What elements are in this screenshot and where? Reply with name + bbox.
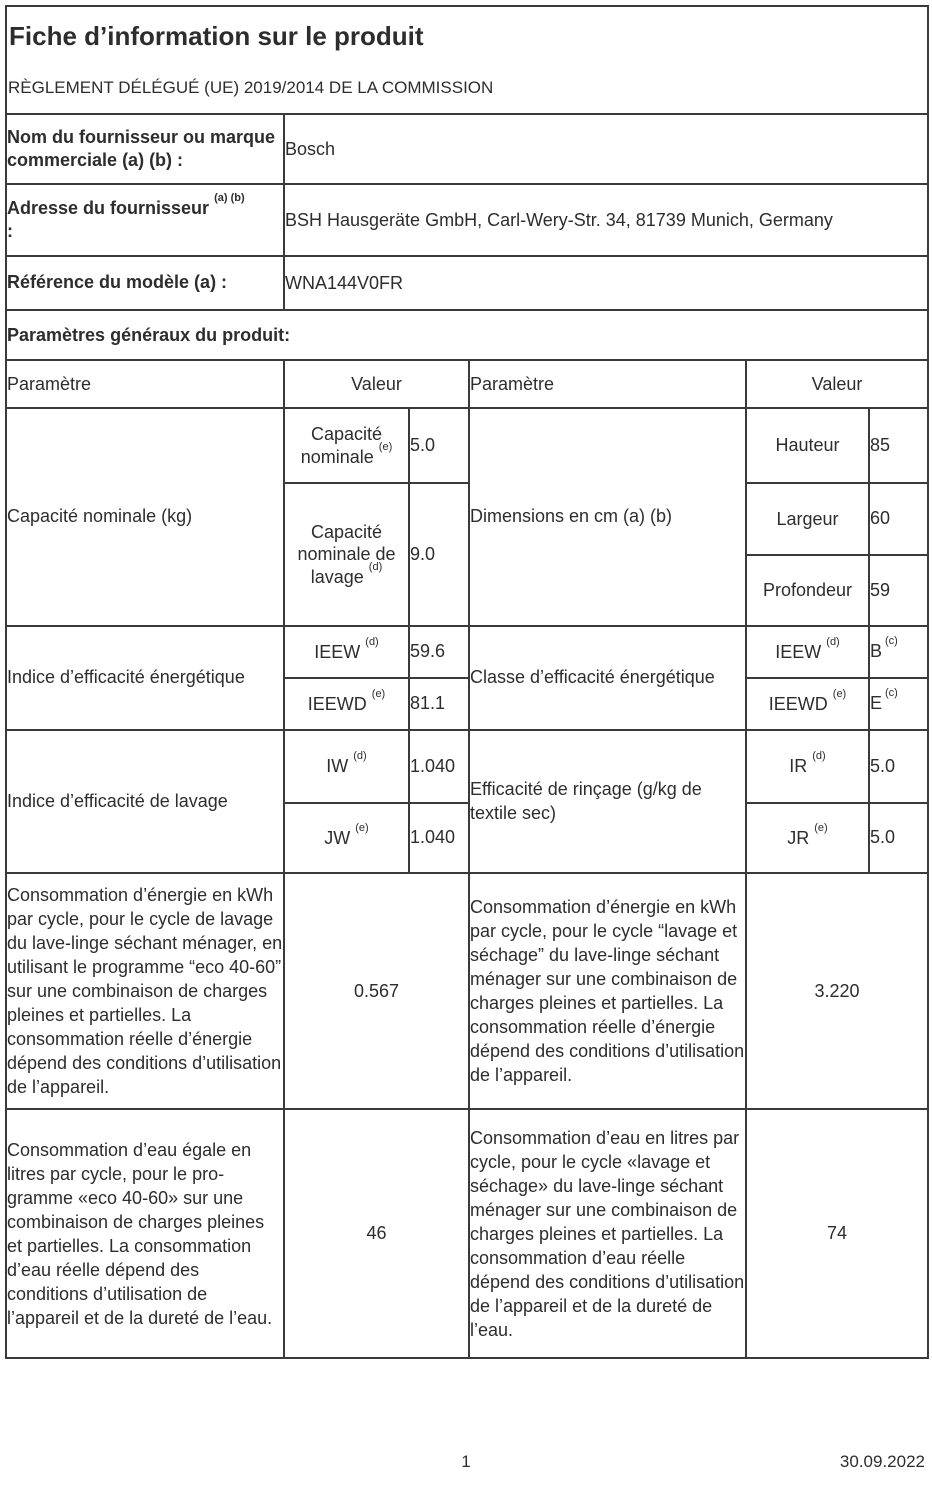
water-wash-value: 46 (284, 1109, 469, 1358)
supplier-address-value: BSH Hausgeräte GmbH, Carl-Wery-Str. 34, 81739 Munich, Germany (284, 184, 928, 256)
table-row (6, 6, 928, 114)
footnote-ref-sup: (e) (355, 821, 369, 834)
table-row (6, 310, 928, 360)
ieew-sublabel (284, 626, 409, 678)
ir-sublabel-text: IR (789, 756, 808, 777)
footer-date: 30.09.2022 (839, 1452, 925, 1471)
regulation-subtitle: RÈGLEMENT DÉLÉGUÉ (UE) 2019/2014 DE LA COMMISSION (8, 77, 494, 97)
wash-index-param-label: Indice d’efficacité de lavage (6, 730, 284, 873)
capacity-wash-sublabel (284, 483, 409, 626)
ieew-class-value-text: B (870, 641, 883, 662)
page-title: Fiche d’information sur le produit (9, 21, 424, 52)
capacity-nominal-value: 5.0 (409, 408, 469, 483)
col-header-param-left: Paramètre (6, 360, 284, 408)
ieewd-sublabel-text: IEEWD (307, 693, 367, 714)
capacity-nominal-sublabel-text: Capacité nominale (300, 424, 383, 467)
product-fiche-sheet (5, 5, 927, 1359)
jr-sublabel (746, 803, 869, 873)
supplier-address-label-colon: : (7, 221, 13, 241)
page-footer (5, 1452, 927, 1476)
water-washdry-value: 74 (746, 1109, 928, 1358)
table-row (6, 730, 928, 803)
supplier-address-label-text: Adresse du fournisseur (7, 197, 210, 218)
ieew-class-sublabel (746, 626, 869, 678)
capacity-param-label: Capacité nominale (kg) (6, 408, 284, 626)
footnote-ref-sup: (e) (814, 821, 828, 834)
capacity-wash-sublabel-text: Capacité nominale de lavage (297, 521, 396, 587)
product-fiche-table (5, 5, 929, 1359)
eei-class-param-label: Classe d’efficacité énergétique (469, 626, 746, 730)
footnote-ref-sup: (c) (885, 687, 898, 700)
jw-sublabel (284, 803, 409, 873)
depth-sublabel: Profondeur (746, 555, 869, 626)
energy-washdry-text: Consommation d’énergie en kWh par cycle, pour le cycle “lavage et séchage” du lave-linge séchant ménager sur une combinaison de charges pleines et partielles. La consommation réelle d’énergie dépend des conditions d’utilisation de l’appareil. (469, 873, 746, 1109)
footnote-ref-sup: (c) (885, 635, 898, 648)
ir-value: 5.0 (869, 730, 928, 803)
ieew-sublabel-text: IEEW (314, 641, 361, 662)
ieewd-class-value (869, 678, 928, 730)
iw-sublabel-text: IW (326, 756, 349, 777)
ieew-class-value (869, 626, 928, 678)
table-row (6, 114, 928, 184)
iw-value: 1.040 (409, 730, 469, 803)
depth-value: 59 (869, 555, 928, 626)
ieew-value: 59.6 (409, 626, 469, 678)
table-row (6, 1109, 928, 1358)
ieewd-class-value-text: E (870, 693, 883, 714)
footnote-ref-sup: (e) (371, 687, 386, 700)
iw-sublabel (284, 730, 409, 803)
width-sublabel: Largeur (746, 483, 869, 555)
table-row (6, 408, 928, 483)
jr-sublabel-text: JR (787, 827, 810, 848)
jr-value: 5.0 (869, 803, 928, 873)
water-wash-text: Consommation d’eau égale en litres par cycle, pour le programme «eco 40-60» sur une combinaison de charges pleines et partielles. La consommation d’eau réelle dépend des conditions d’utilisation de l’appareil et de la dureté de l’eau. (6, 1109, 284, 1358)
ir-sublabel (746, 730, 869, 803)
rinse-param-label: Efficacité de rinçage (g/kg de textile sec) (469, 730, 746, 873)
footnote-ref-sup: (d) (812, 750, 826, 763)
table-row (6, 626, 928, 678)
water-washdry-text: Consommation d’eau en litres par cycle, pour le cycle «lavage et séchage» du lave-linge séchant ménager sur une combinaison de charges pleines et partielles. La consommation d’eau réelle dépend des conditions d’utilisation de l’appareil et de la dureté de l’eau. (469, 1109, 746, 1358)
footnote-ref-sup: (d) (365, 635, 379, 648)
footnote-ref-sup: (a) (b) (214, 191, 245, 204)
jw-sublabel-text: JW (324, 827, 351, 848)
table-row (6, 256, 928, 310)
footer-page-number: 1 (461, 1452, 471, 1471)
supplier-name-value: Bosch (284, 114, 928, 184)
footnote-ref-sup: (e) (378, 440, 393, 453)
col-header-value-left: Valeur (284, 360, 469, 408)
energy-wash-text: Consommation d’énergie en kWh par cycle, pour le cycle de lavage du lave-linge séchant ménager, en utilisant le programme “eco 40-60” sur une combinaison de charges pleines et partielles. La consommation réelle d’énergie dépend des conditions d’utilisation de l’appareil. (6, 873, 284, 1109)
table-row (6, 360, 928, 408)
jw-value: 1.040 (409, 803, 469, 873)
model-reference-label: Référence du modèle (a) : (6, 256, 284, 310)
table-row (6, 184, 928, 256)
dimensions-param-label: Dimensions en cm (a) (b) (469, 408, 746, 626)
footnote-ref-sup: (d) (353, 750, 367, 763)
ieewd-sublabel (284, 678, 409, 730)
supplier-name-label: Nom du fournisseur ou marque commerciale (a) (b) : (6, 114, 284, 184)
ieewd-value: 81.1 (409, 678, 469, 730)
document-header-cell (6, 6, 928, 114)
energy-washdry-value: 3.220 (746, 873, 928, 1109)
col-header-param-right: Paramètre (469, 360, 746, 408)
energy-wash-value: 0.567 (284, 873, 469, 1109)
height-sublabel: Hauteur (746, 408, 869, 483)
eei-param-label: Indice d’efficacité énergétique (6, 626, 284, 730)
footnote-ref-sup: (d) (368, 560, 383, 573)
ieew-class-sublabel-text: IEEW (775, 641, 822, 662)
table-row (6, 873, 928, 1109)
capacity-nominal-sublabel (284, 408, 409, 483)
footnote-ref-sup: (e) (832, 687, 847, 700)
footnote-ref-sup: (d) (826, 635, 840, 648)
general-params-section-title: Paramètres généraux du produit: (6, 310, 928, 360)
model-reference-value: WNA144V0FR (284, 256, 928, 310)
ieewd-class-sublabel (746, 678, 869, 730)
height-value: 85 (869, 408, 928, 483)
width-value: 60 (869, 483, 928, 555)
ieewd-class-sublabel-text: IEEWD (768, 693, 828, 714)
supplier-address-label (6, 184, 284, 256)
col-header-value-right: Valeur (746, 360, 928, 408)
capacity-wash-value: 9.0 (409, 483, 469, 626)
